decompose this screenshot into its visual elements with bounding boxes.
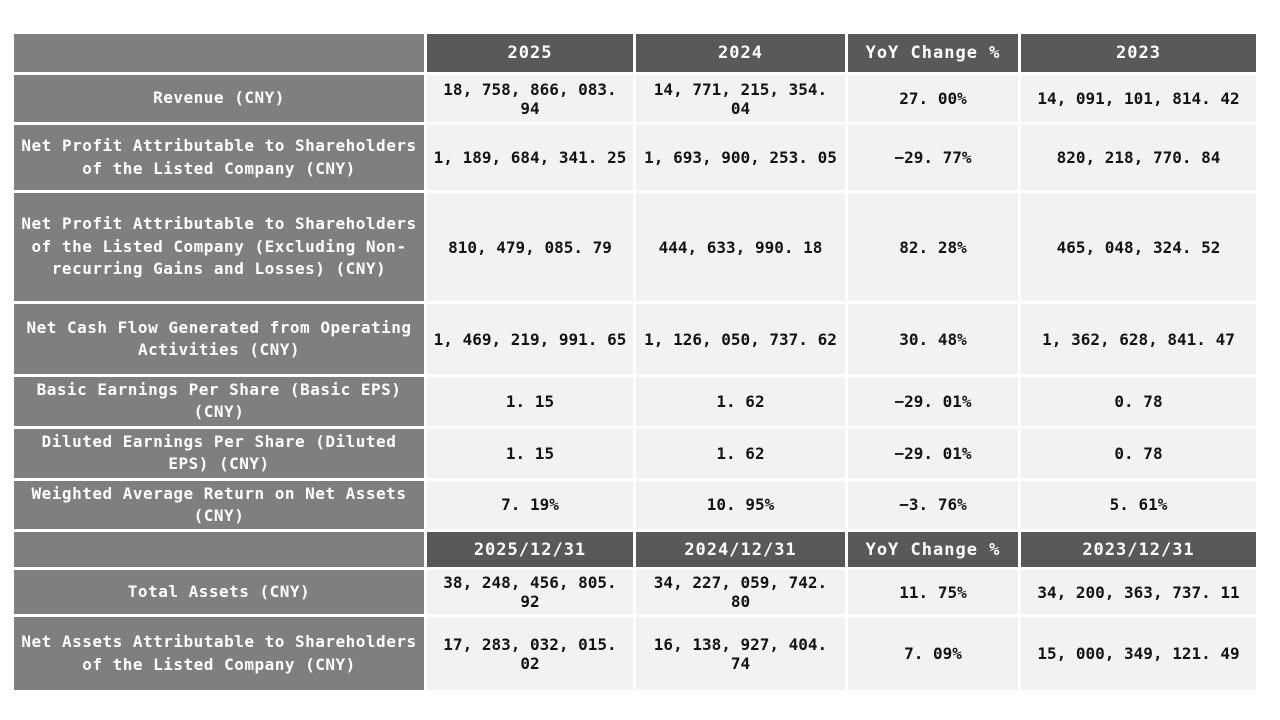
cell-diluted-eps-2023: 0. 78 [1021, 429, 1256, 478]
cell-diluted-eps-2025: 1. 15 [427, 429, 633, 478]
header-row-balance-dates [14, 532, 1256, 567]
row-label-total-assets: Total Assets (CNY) [14, 570, 424, 614]
column-header-2025: 2025 [427, 34, 633, 72]
cell-net-profit-2023: 820, 218, 770. 84 [1021, 125, 1256, 190]
cell-total-assets-2023: 34, 200, 363, 737. 11 [1021, 570, 1256, 614]
column-header-2025-12-31: 2025/12/31 [427, 532, 633, 567]
table-row-net-profit [14, 125, 1256, 190]
cell-net-cash-flow-2024: 1, 126, 050, 737. 62 [636, 304, 845, 374]
cell-net-profit-2025: 1, 189, 684, 341. 25 [427, 125, 633, 190]
cell-net-profit-excl-2023: 465, 048, 324. 52 [1021, 193, 1256, 301]
table-row-net-profit-excl [14, 193, 1256, 301]
column-header-2024-12-31: 2024/12/31 [636, 532, 845, 567]
cell-revenue-yoy: 27. 00% [848, 75, 1018, 122]
table-row-basic-eps [14, 377, 1256, 426]
table-row-net-assets [14, 617, 1256, 690]
financial-summary-table [11, 31, 1259, 693]
row-label-net-cash-flow: Net Cash Flow Generated from Operating Activities (CNY) [14, 304, 424, 374]
cell-net-cash-flow-2023: 1, 362, 628, 841. 47 [1021, 304, 1256, 374]
cell-net-assets-2023: 15, 000, 349, 121. 49 [1021, 617, 1256, 690]
cell-net-assets-2025: 17, 283, 032, 015. 02 [427, 617, 633, 690]
cell-total-assets-2024: 34, 227, 059, 742. 80 [636, 570, 845, 614]
header-row-annual [14, 34, 1256, 72]
column-header-2023: 2023 [1021, 34, 1256, 72]
cell-net-cash-flow-2025: 1, 469, 219, 991. 65 [427, 304, 633, 374]
cell-net-assets-2024: 16, 138, 927, 404. 74 [636, 617, 845, 690]
cell-revenue-2025: 18, 758, 866, 083. 94 [427, 75, 633, 122]
cell-basic-eps-yoy: −29. 01% [848, 377, 1018, 426]
cell-net-profit-excl-yoy: 82. 28% [848, 193, 1018, 301]
cell-weighted-return-2023: 5. 61% [1021, 481, 1256, 530]
cell-net-profit-yoy: −29. 77% [848, 125, 1018, 190]
table-row-weighted-return [14, 481, 1256, 530]
row-label-net-profit-excl: Net Profit Attributable to Shareholders of the Listed Company (Excluding Non-recurring Gains and Losses) (CNY) [14, 193, 424, 301]
cell-weighted-return-2025: 7. 19% [427, 481, 633, 530]
cell-net-profit-excl-2024: 444, 633, 990. 18 [636, 193, 845, 301]
corner-cell-2 [14, 532, 424, 567]
cell-weighted-return-yoy: −3. 76% [848, 481, 1018, 530]
row-label-basic-eps: Basic Earnings Per Share (Basic EPS) (CNY) [14, 377, 424, 426]
cell-net-assets-yoy: 7. 09% [848, 617, 1018, 690]
row-label-weighted-return: Weighted Average Return on Net Assets (CNY) [14, 481, 424, 530]
row-label-diluted-eps: Diluted Earnings Per Share (Diluted EPS) (CNY) [14, 429, 424, 478]
cell-basic-eps-2025: 1. 15 [427, 377, 633, 426]
column-header-yoy-2: YoY Change % [848, 532, 1018, 567]
cell-diluted-eps-2024: 1. 62 [636, 429, 845, 478]
cell-net-profit-2024: 1, 693, 900, 253. 05 [636, 125, 845, 190]
cell-weighted-return-2024: 10. 95% [636, 481, 845, 530]
cell-total-assets-yoy: 11. 75% [848, 570, 1018, 614]
cell-total-assets-2025: 38, 248, 456, 805. 92 [427, 570, 633, 614]
row-label-revenue: Revenue (CNY) [14, 75, 424, 122]
cell-revenue-2023: 14, 091, 101, 814. 42 [1021, 75, 1256, 122]
cell-basic-eps-2024: 1. 62 [636, 377, 845, 426]
cell-diluted-eps-yoy: −29. 01% [848, 429, 1018, 478]
cell-revenue-2024: 14, 771, 215, 354. 04 [636, 75, 845, 122]
column-header-yoy: YoY Change % [848, 34, 1018, 72]
column-header-2023-12-31: 2023/12/31 [1021, 532, 1256, 567]
cell-net-cash-flow-yoy: 30. 48% [848, 304, 1018, 374]
column-header-2024: 2024 [636, 34, 845, 72]
corner-cell [14, 34, 424, 72]
row-label-net-assets: Net Assets Attributable to Shareholders of the Listed Company (CNY) [14, 617, 424, 690]
cell-basic-eps-2023: 0. 78 [1021, 377, 1256, 426]
table-row-net-cash-flow [14, 304, 1256, 374]
table-row-revenue [14, 75, 1256, 122]
row-label-net-profit: Net Profit Attributable to Shareholders of the Listed Company (CNY) [14, 125, 424, 190]
cell-net-profit-excl-2025: 810, 479, 085. 79 [427, 193, 633, 301]
table-row-diluted-eps [14, 429, 1256, 478]
table-row-total-assets [14, 570, 1256, 614]
